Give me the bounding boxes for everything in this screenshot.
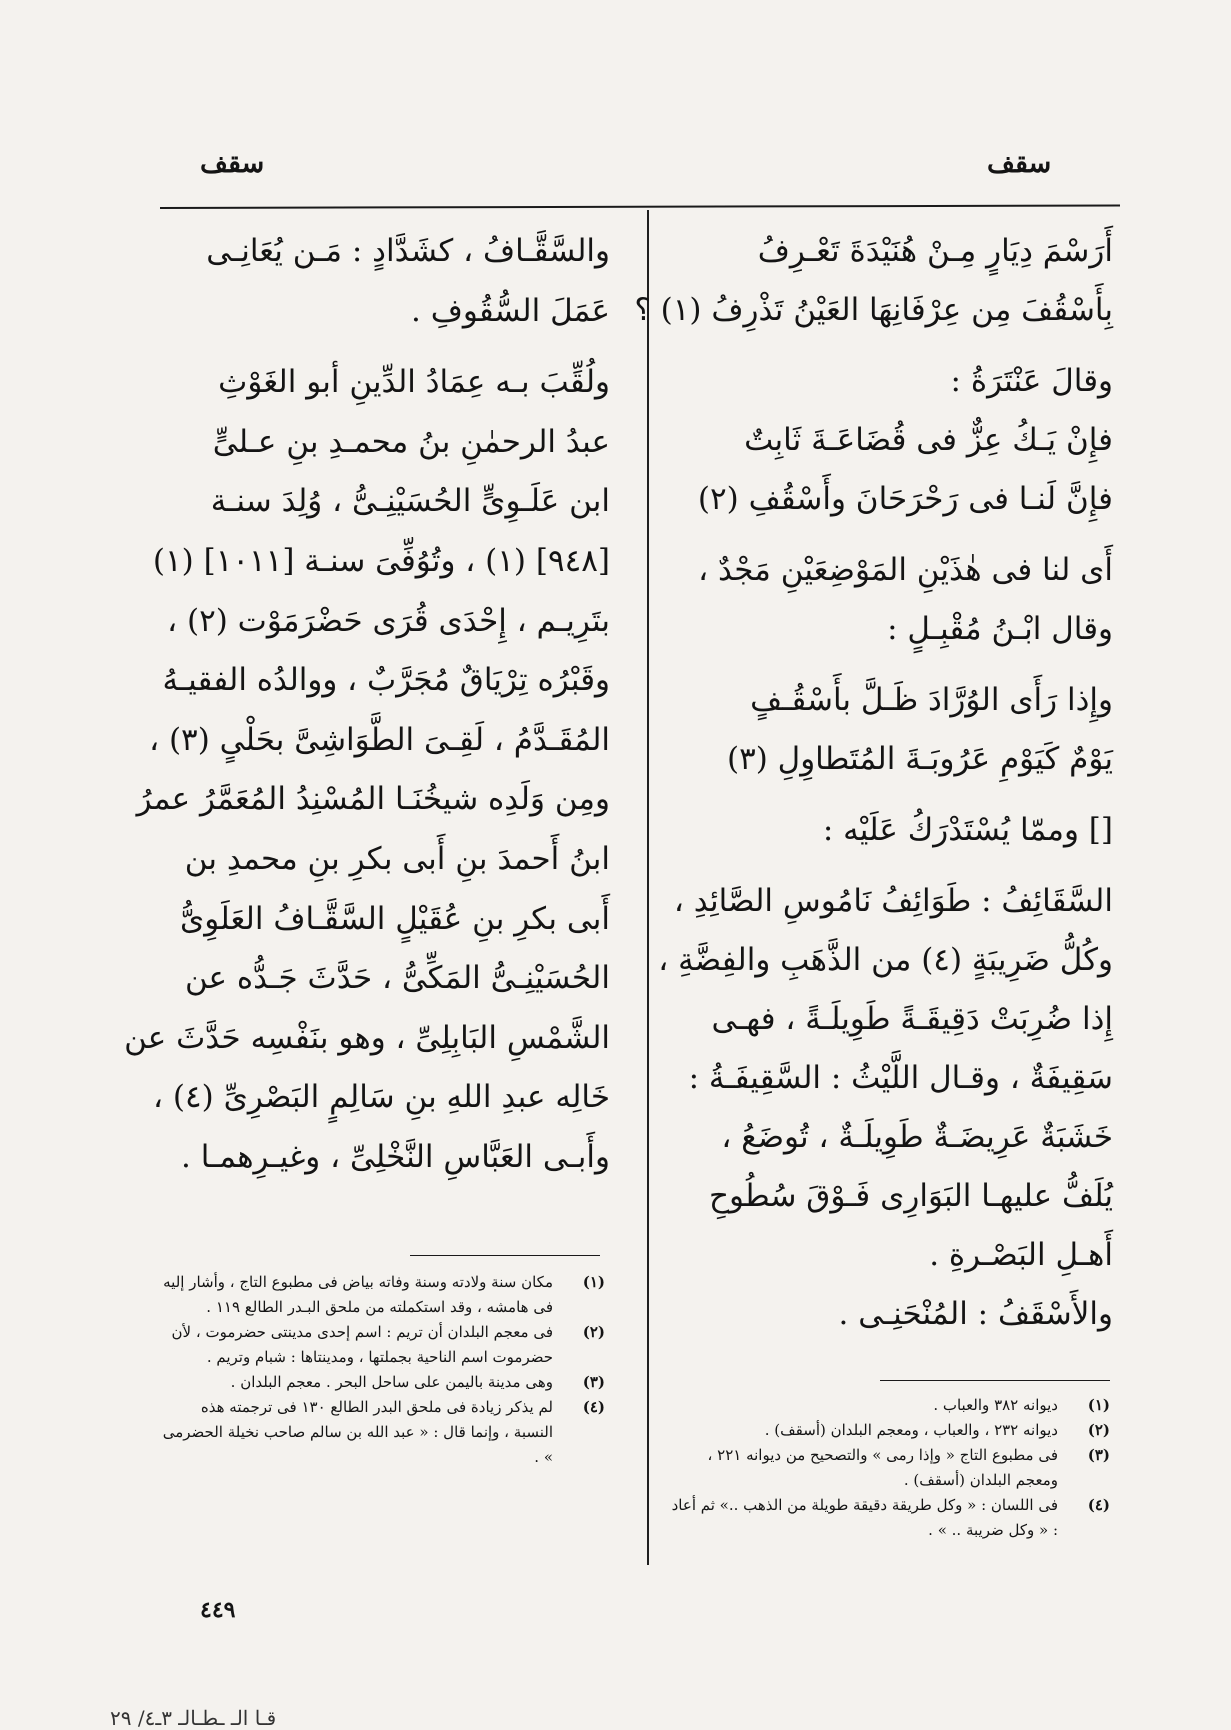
- footnote-text: ديوانه ٣٨٢ والعباب .: [933, 1396, 1058, 1414]
- text-line: إِذا ضُرِبَتْ دَقِيقَـةً طَوِيلَـةً ، فهـى: [711, 1001, 1113, 1037]
- footnote: [665, 1493, 1110, 1543]
- footnote: [665, 1393, 1110, 1418]
- text-line: أَرَسْمَ دِيَارٍ مِـنْ هُنَيْدَةَ تَعْـرِفُ: [757, 233, 1113, 269]
- text-line: السَّقَائِفُ : طَوَائِفُ نَامُوسِ الصَّائِدِ ،: [673, 883, 1113, 919]
- text-line: وأَبـى العَبَّاسِ النَّخْلِىِّ ، وغيـرِهمـا .: [181, 1138, 610, 1175]
- text-line: والسَّقَّـافُ ، كشَدَّادٍ : مَـن يُعَانِـى: [206, 233, 610, 269]
- text-line: عَمَلَ السُّقُوفِ .: [410, 292, 610, 329]
- footnote-text: لم يذكر زيادة فى ملحق البدر الطالع ١٣٠ فى ترجمته هذه النسبة ، وإنما قال : « عبد الله بن سالم صاحب نخيلة الحضرمى » .: [162, 1398, 553, 1466]
- footnote-text: فى مطبوع التاج « وإذا رمى » والتصحيح من ديوانه ٢٢١ ، ومعجم البلدان (أسقف) .: [707, 1446, 1058, 1489]
- text-line: أَبى بكرِ بنِ عُقَيْلٍ السَّقَّـافُ العَلَوِىُّ: [179, 900, 610, 937]
- column-divider: [647, 210, 649, 1565]
- footnote: [160, 1270, 605, 1320]
- footnote-number: (٢): [1087, 1421, 1110, 1439]
- page-number: ٤٤٩: [200, 1597, 236, 1623]
- header-rule: [160, 204, 1120, 209]
- footnote-number: (٤): [1087, 1496, 1110, 1514]
- right-footnotes: [665, 1393, 1110, 1543]
- text-line: والأَسْقَفُ : المُنْحَنِـى .: [838, 1296, 1113, 1332]
- spacer: [665, 860, 1113, 872]
- footnote: [665, 1443, 1110, 1493]
- text-line: وقال ابْـنُ مُقْبِـلٍ :: [887, 611, 1113, 647]
- text-line: ولُقِّبَ بـه عِمَادُ الدِّينِ أبو الغَوْثِ: [218, 364, 610, 401]
- text-line: ابنُ أَحمدَ بنِ أَبى بكرِ بنِ محمدِ بن: [184, 840, 610, 877]
- bottom-cut-text: قـا الـ ـطـالـ ٣ـ٤/ ٢٩: [110, 1706, 277, 1730]
- text-line: سَقِيفَةٌ ، وقـال اللَّيْثُ : السَّقِيفَـةُ :: [688, 1060, 1113, 1096]
- text-line: وقالَ عَنْتَرَةُ :: [950, 363, 1113, 399]
- footnote-rule-right: [880, 1380, 1110, 1381]
- text-line: [٩٤٨] (١) ، وتُوُفِّىَ سنـة [١٠١١] (١): [152, 542, 610, 579]
- footnote-number: (٢): [582, 1323, 605, 1341]
- footnote-rule-left: [410, 1255, 600, 1256]
- footnote-number: (٣): [582, 1373, 605, 1391]
- footnote-text: ديوانه ٢٣٢ ، والعباب ، ومعجم البلدان (أسقف) .: [764, 1421, 1058, 1439]
- text-line: يَوْمٌ كَيَوْمِ عَرُوبَـةَ المُتَطاوِلِ (٣): [726, 741, 1113, 777]
- text-line: ابن عَلَـوِىٍّ الحُسَيْنِـىُّ ، وُلِدَ سنـة: [210, 483, 610, 520]
- spacer: [665, 340, 1113, 352]
- right-column: [634, 222, 1113, 1344]
- header-word-left: سقف: [200, 148, 265, 179]
- spacer: [155, 341, 610, 353]
- footnote-number: (٣): [1087, 1446, 1110, 1464]
- text-line: وإِذا رَأَى الوُرَّادَ ظَـلَّ بأَسْقُـفٍ: [750, 682, 1113, 718]
- header-word-right: سقف: [987, 148, 1052, 179]
- spacer: [665, 789, 1113, 801]
- text-line: خَشَبَةٌ عَرِيضَـةٌ طَوِيلَـةٌ ، تُوضَعُ ،: [721, 1119, 1113, 1155]
- text-line: أَهـلِ البَصْـرةِ .: [929, 1237, 1113, 1273]
- text-line: فإِنْ يَـكُ عِزٌّ فى قُضَاعَـةَ ثَابِتٌ: [744, 422, 1113, 458]
- text-line: الشَّمْسِ البَابِلِىِّ ، وهو بنَفْسِه حَدَّثَ عن: [124, 1019, 610, 1056]
- spacer: [665, 659, 1113, 671]
- text-line: ومِن وَلَدِه شيخُنَـا المُسْنِدُ المُعَمَّرُ عمرُ: [136, 781, 610, 818]
- footnote: [665, 1418, 1110, 1443]
- text-line: أَى لنا فى هٰذَيْنِ المَوْضِعَيْنِ مَجْدٌ ،: [698, 552, 1113, 588]
- spacer: [665, 529, 1113, 541]
- left-footnotes: [160, 1270, 605, 1470]
- footnote-number: (١): [1087, 1396, 1110, 1414]
- footnote-text: فى معجم البلدان أن تريم : اسم إحدى مدينتى حضرموت ، لأن حضرموت اسم الناحية بجملتها ، ومدينتاها : شبام وتريم .: [171, 1323, 553, 1366]
- text-line: خَالِه عبدِ اللهِ بنِ سَالِمٍ البَصْرِىِّ (٤) ،: [153, 1079, 610, 1116]
- text-line: وقَبْرُه تِرْيَاقٌ مُجَرَّبٌ ، ووالدُه الفقيـهُ: [162, 662, 610, 699]
- footnote: [160, 1370, 605, 1395]
- text-line: عبدُ الرحمٰنِ بنُ محمـدِ بنِ عـلىٍّ: [212, 423, 610, 460]
- text-line: وكُلُّ ضَرِيبَةٍ (٤) من الذَّهَبِ والفِضَّةِ ،: [658, 942, 1113, 978]
- left-column: [124, 222, 610, 1188]
- footnote-number: (١): [582, 1273, 605, 1291]
- footnote-number: (٤): [582, 1398, 605, 1416]
- text-line: يُلَفُّ عليهـا البَوَارِى فَـوْقَ سُطُوحِ: [709, 1178, 1113, 1214]
- footnote-text: فى اللسان : « وكل طريقة دقيقة طويلة من الذهب ..» ثم أعاد : « وكل ضريبة .. » .: [671, 1496, 1058, 1539]
- footnote: [160, 1395, 605, 1470]
- text-line: المُقَـدَّمُ ، لَقِـىَ الطَّوَاشِىَّ بحَلْىٍ (٣) ،: [149, 721, 610, 758]
- text-line: بتَرِيـم ، إِحْدَى قُرَى حَضْرَمَوْت (٢) ،: [167, 602, 610, 639]
- text-line: بِأَسْقُفَ مِن عِرْفَانِهَا العَيْنُ تَذْرِفُ (١) ؟: [634, 292, 1113, 328]
- footnote: [160, 1320, 605, 1370]
- text-line: الحُسَيْنِـىُّ المَكِّىُّ ، حَدَّثَ جَـدُّه عن: [184, 960, 610, 997]
- text-line: [] وممّا يُسْتَدْرَكُ عَلَيْه :: [822, 812, 1113, 848]
- footnote-text: مكان سنة ولادته وسنة وفاته بياض فى مطبوع التاج ، وأشار إليه فى هامشه ، وقد استكملته من ملحق البـدر الطالع ١١٩ .: [163, 1273, 553, 1316]
- text-line: فإِنَّ لَنـا فى رَحْرَحَانَ وأَسْقُفِ (٢): [697, 481, 1113, 517]
- footnote-text: وهى مدينة باليمن على ساحل البحر . معجم البلدان .: [230, 1373, 553, 1391]
